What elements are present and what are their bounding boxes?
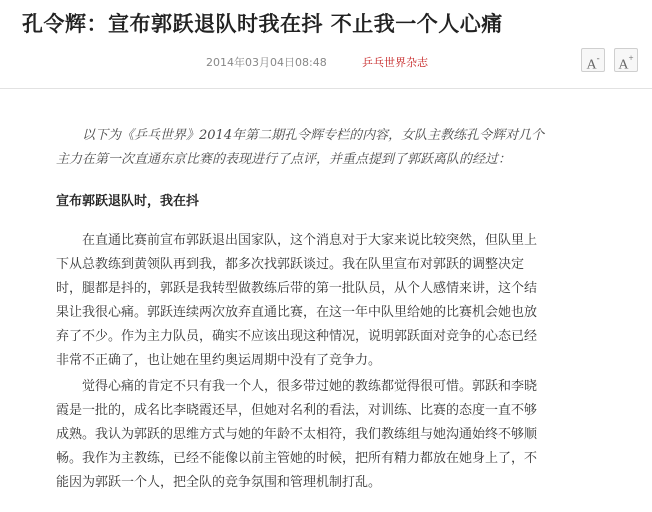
article-title: 孔令辉：宣布郭跃退队时我在抖 不止我一个人心痛 — [22, 12, 503, 36]
section-heading: 宣布郭跃退队时，我在抖 — [56, 194, 200, 209]
source-link[interactable]: 乒乓世界杂志 — [362, 56, 428, 69]
font-increase-label: A — [618, 57, 629, 73]
font-decrease-sign: - — [596, 53, 600, 63]
font-increase-button[interactable] — [614, 48, 638, 72]
publish-datetime: 2014年03月04日08:48 — [206, 56, 327, 69]
article-intro: 以下为《乒乓世界》2014年第二期孔令辉专栏的内容，女队主教练孔令辉对几个主力在第一次直通东京比赛的表现进行了点评，并重点提到了郭跃离队的经过： — [56, 128, 545, 167]
article-paragraph: 在直通比赛前宣布郭跃退出国家队，这个消息对于大家来说比较突然，但队里上下从总教练到黄领队再到我，都多次找郭跃谈过。我在队里宣布对郭跃的调整决定时，腿都是抖的，郭跃是我转型做教练后带的第一批队员，从个人感情来讲，这个结果让我很心痛。郭跃连续两次放弃直通比赛，在这一年中队里给她的比赛机会她也放弃了不少。作为主力队员，确实不应该出现这种情况，说明郭跃面对竞争的心态已经非常不正确了，也让她在里约奥运周期中没有了竞争力。 — [56, 233, 538, 368]
article-paragraph: 觉得心痛的肯定不只有我一个人，很多带过她的教练都觉得很可惜。郭跃和李晓霞是一批的，成名比李晓霞还早，但她对名利的看法，对训练、比赛的态度一直不够成熟。我认为郭跃的思维方式与她的年龄不太相符，我们教练组与她沟通始终不够顺畅。我作为主教练，已经不能像以前主管她的时候，把所有精力都放在她身上了，不能因为郭跃一个人，把全队的竞争氛围和管理机制打乱。 — [56, 379, 538, 490]
font-decrease-button[interactable] — [581, 48, 605, 72]
header-divider — [0, 88, 652, 89]
font-decrease-label: A — [586, 57, 597, 73]
font-increase-sign: + — [628, 53, 634, 63]
